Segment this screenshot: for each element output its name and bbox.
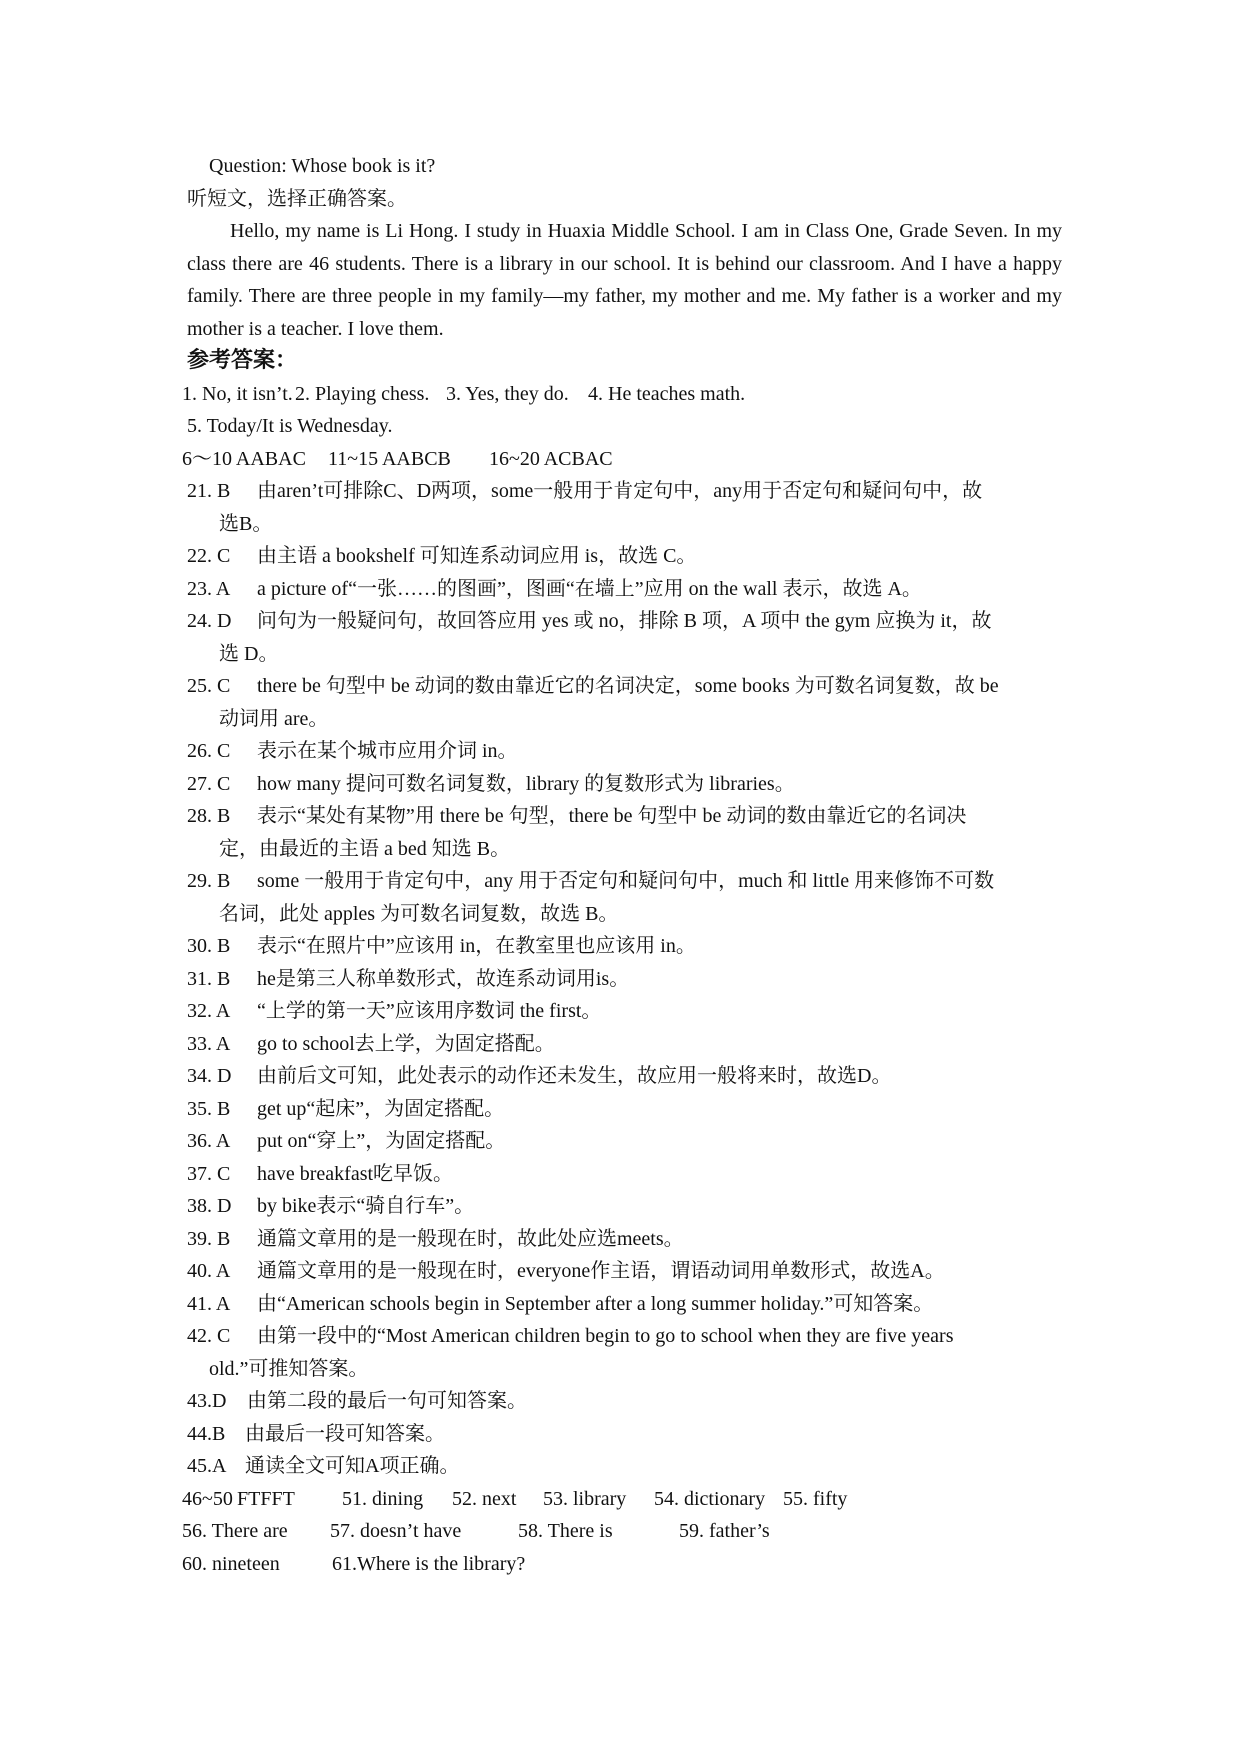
explanation-number: 36. A (187, 1130, 231, 1152)
explanation-item (187, 800, 1062, 833)
explanation-number: 40. A (187, 1260, 231, 1282)
explanation-item (187, 930, 1062, 963)
short-answer-5: 5. Today/It is Wednesday. (187, 415, 393, 437)
explanation-item (187, 670, 1062, 703)
explanation-item (187, 1288, 1062, 1321)
explanation-number: 22. C (187, 545, 231, 567)
explanation-item (187, 1028, 1062, 1061)
final-answer: 53. library (543, 1487, 627, 1510)
listening-passage: Hello, my name is Li Hong. I study in Huaxia Middle School. I am in Class One, Grade Seven. In my class there are 46 students. There is a library in our school. It is behind our classroom. And I have a happy family. There are three people in my family—my father, my mother and me. My father is a worker and my mother is a teacher. I love them. (187, 220, 1062, 340)
final-answers-row-2 (182, 1515, 1062, 1548)
explanation-number: 39. B (187, 1227, 231, 1250)
explanation-text: 问句为一般疑问句，故回答应用 yes 或 no，排除 B 项，A 项中 the gym 应换为 it，故 (257, 610, 992, 632)
explanation-item (187, 475, 1062, 508)
explanation-text: 由第二段的最后一句可知答案。 (247, 1390, 527, 1412)
mc-group-6-10: 6～10 AABAC (182, 447, 306, 470)
short-answer-3: 3. Yes, they do. (446, 382, 569, 405)
short-answer-4: 4. He teaches math. (588, 382, 746, 405)
explanation-text: 由主语 a bookshelf 可知连系动词应用 is，故选 C。 (257, 545, 697, 567)
explanation-item (187, 1255, 1062, 1288)
explanation-item (187, 1125, 1062, 1158)
explanation-number: 26. C (187, 740, 231, 762)
explanation-number: 34. D (187, 1065, 232, 1087)
explanation-item (187, 995, 1062, 1028)
explanation-item (187, 1060, 1062, 1093)
explanation-text: put on“穿上”，为固定搭配。 (257, 1130, 506, 1152)
explanation-text: 表示“某处有某物”用 there be 句型，there be 句型中 be 动词的数由靠近它的名词决 (257, 805, 967, 827)
explanation-number: 33. A (187, 1032, 231, 1055)
explanations-list (187, 475, 1062, 1483)
explanation-number: 43.D (187, 1390, 227, 1412)
explanation-item (187, 1418, 1062, 1451)
final-answer: 46~50 (182, 1487, 233, 1510)
final-answers-row-3 (182, 1548, 1062, 1581)
question-line: Question: Whose book is it? (209, 155, 436, 177)
explanation-text: there be 句型中 be 动词的数由靠近它的名词决定，some books 为可数名词复数，故 be (257, 675, 999, 697)
short-answers-row-1 (182, 378, 1062, 411)
explanation-number: 35. B (187, 1097, 231, 1120)
instruction-line: 听短文，选择正确答案。 (187, 187, 407, 210)
answers-heading: 参考答案： (187, 348, 298, 373)
explanation-text: how many 提问可数名词复数，library 的复数形式为 libraries。 (257, 772, 795, 795)
explanation-item (187, 768, 1062, 801)
explanation-number: 29. B (187, 870, 231, 892)
mc-group-11-15: 11~15 AABCB (328, 447, 451, 470)
explanation-item (187, 735, 1062, 768)
explanation-number: 32. A (187, 1000, 231, 1022)
final-answers-row-1 (182, 1483, 1062, 1516)
explanation-text: 表示“在照片中”应该用 in，在教室里也应该用 in。 (257, 935, 696, 957)
explanation-continuation: 选B。 (219, 512, 273, 535)
final-answer: 54. dictionary (654, 1487, 766, 1510)
explanation-text: go to school去上学，为固定搭配。 (257, 1032, 555, 1055)
explanation-text: some 一般用于肯定句中，any 用于否定句和疑问句中，much 和 little 用来修饰不可数 (257, 870, 995, 892)
multiple-choice-row (182, 443, 1062, 476)
explanation-text: a picture of“一张……的图画”，图画“在墙上”应用 on the wall 表示，故选 A。 (257, 577, 922, 600)
explanation-text: 由“American schools begin in September after a long summer holiday.”可知答案。 (257, 1292, 934, 1315)
explanation-text: 通篇文章用的是一般现在时，everyone作主语，谓语动词用单数形式，故选A。 (257, 1260, 945, 1282)
mc-group-16-20: 16~20 ACBAC (489, 447, 613, 470)
final-answer: 61.Where is the library? (332, 1552, 526, 1575)
final-answer: 57. doesn’t have (330, 1520, 462, 1542)
explanation-number: 31. B (187, 967, 231, 990)
explanation-number: 44.B (187, 1422, 226, 1445)
page-content (182, 150, 1062, 1580)
explanation-item (187, 1320, 1062, 1353)
final-answer: 56. There are (182, 1520, 288, 1542)
explanation-number: 42. C (187, 1325, 231, 1347)
explanation-item (187, 963, 1062, 996)
explanation-number: 41. A (187, 1292, 231, 1315)
explanation-text: 表示在某个城市应用介词 in。 (257, 740, 518, 762)
explanation-continuation: 选 D。 (219, 642, 279, 665)
explanation-number: 24. D (187, 610, 232, 632)
explanation-number: 23. A (187, 577, 231, 600)
final-answer: 51. dining (342, 1487, 424, 1510)
explanation-text: 由aren’t可排除C、D两项，some一般用于肯定句中，any用于否定句和疑问句中，故 (257, 480, 983, 502)
final-answer: 52. next (452, 1487, 517, 1510)
explanation-text: get up“起床”，为固定搭配。 (257, 1097, 505, 1120)
final-answer: 55. fifty (783, 1487, 848, 1510)
explanation-continuation: 定，由最近的主语 a bed 知选 B。 (219, 837, 511, 860)
explanation-number: 30. B (187, 935, 231, 957)
explanation-number: 27. C (187, 772, 231, 795)
explanation-number: 37. C (187, 1162, 231, 1185)
short-answer-1: 1. No, it isn’t. (182, 382, 293, 405)
explanation-continuation: 动词用 are。 (219, 707, 329, 730)
final-answer: 58. There is (518, 1520, 613, 1542)
explanation-number: 21. B (187, 480, 231, 502)
explanation-text: 由最后一段可知答案。 (245, 1422, 445, 1445)
explanation-number: 28. B (187, 805, 231, 827)
explanation-text: by bike表示“骑自行车”。 (257, 1195, 475, 1217)
explanation-item (187, 1450, 1062, 1483)
explanation-item (187, 573, 1062, 606)
explanation-text: “上学的第一天”应该用序数词 the first。 (257, 1000, 602, 1022)
explanation-number: 25. C (187, 675, 231, 697)
short-answer-2: 2. Playing chess. (295, 382, 430, 405)
explanation-number: 45.A (187, 1455, 227, 1477)
explanation-text: he是第三人称单数形式，故连系动词用is。 (257, 967, 630, 990)
explanation-item (187, 605, 1062, 638)
explanation-item (187, 1385, 1062, 1418)
final-answer: FTFFT (237, 1487, 295, 1510)
explanation-text: 由第一段中的“Most American children begin to go to school when they are five years (257, 1325, 954, 1347)
explanation-item (187, 1223, 1062, 1256)
explanation-continuation: old.”可推知答案。 (209, 1357, 369, 1380)
explanation-text: have breakfast吃早饭。 (257, 1162, 454, 1185)
explanation-item (187, 1190, 1062, 1223)
explanation-item (187, 1158, 1062, 1191)
final-answer: 60. nineteen (182, 1552, 280, 1575)
explanation-continuation: 名词，此处 apples 为可数名词复数，故选 B。 (219, 902, 619, 925)
explanation-item (187, 1093, 1062, 1126)
explanation-text: 通读全文可知A项正确。 (245, 1455, 460, 1477)
explanation-item (187, 540, 1062, 573)
explanation-item (187, 865, 1062, 898)
explanation-number: 38. D (187, 1195, 232, 1217)
explanation-text: 通篇文章用的是一般现在时，故此处应选meets。 (257, 1227, 684, 1250)
explanation-text: 由前后文可知，此处表示的动作还未发生，故应用一般将来时，故选D。 (257, 1065, 892, 1087)
final-answer: 59. father’s (679, 1520, 770, 1542)
